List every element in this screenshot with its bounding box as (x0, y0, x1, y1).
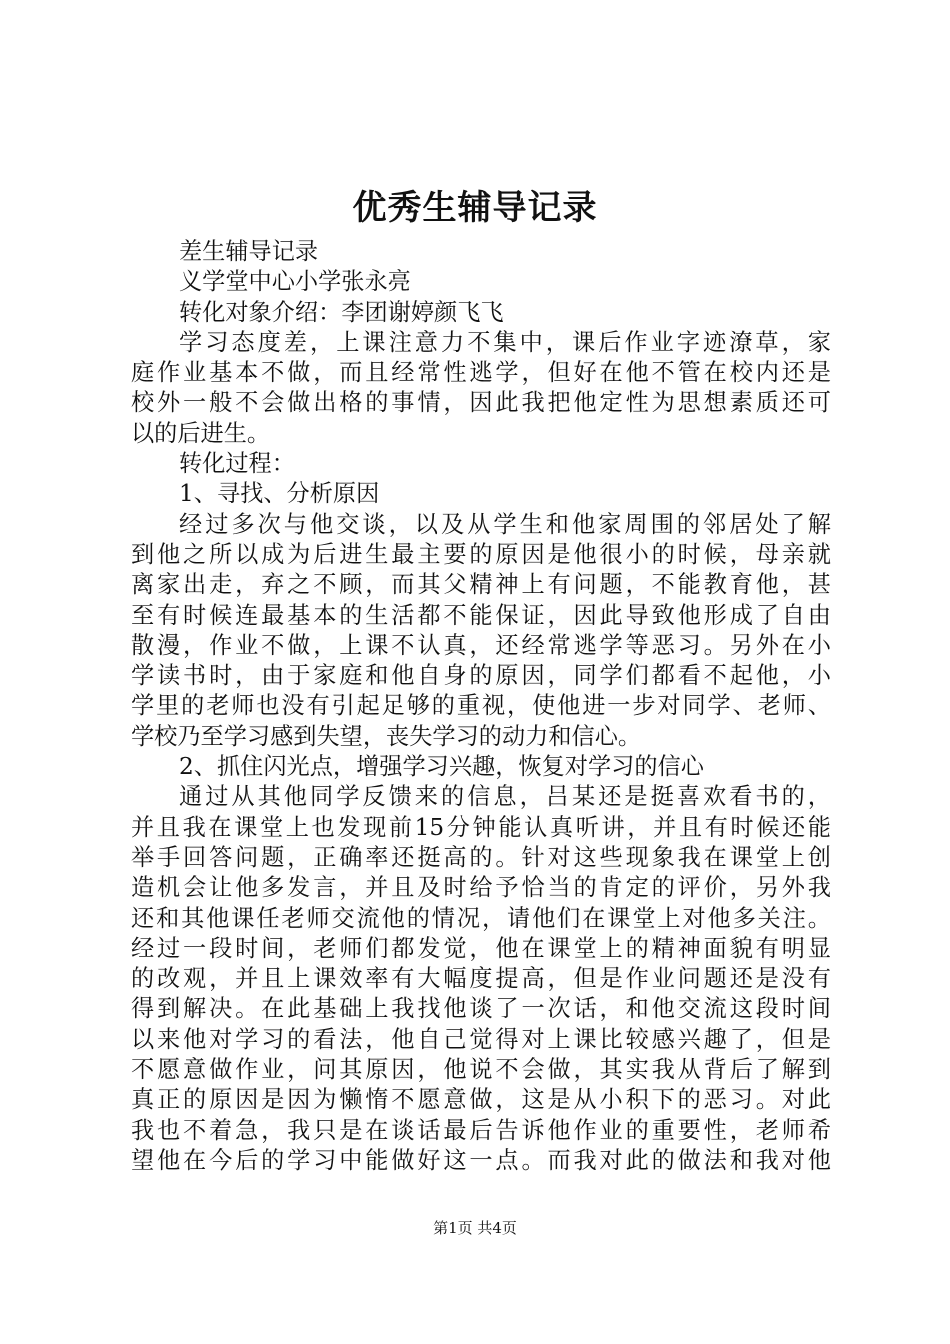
text-line: 举手回答问题，正确率还挺高的。针对这些现象我在课堂上创 (131, 843, 831, 871)
text-line: 差生辅导记录 (179, 238, 319, 265)
text-line: 不愿意做作业，问其原因，他说不会做，其实我从背后了解到 (131, 1056, 831, 1084)
text-line: 以来他对学习的看法，他自己觉得对上课比较感兴趣了，但是 (131, 1025, 831, 1053)
text-line: 我也不着急，我只是在谈话最后告诉他作业的重要性，老师希 (131, 1116, 831, 1144)
text-line: 得到解决。在此基础上我找他谈了一次话，和他交流这段时间 (131, 995, 831, 1023)
text-line: 至有时候连最基本的生活都不能保证，因此导致他形成了自由 (131, 601, 831, 629)
text-line: 以的后进生。 (131, 419, 271, 447)
document-body (131, 237, 831, 1176)
text-line: 转化过程： (179, 450, 295, 478)
text-line: 离家出走，弃之不顾，而其父精神上有问题，不能教育他，甚 (131, 571, 831, 599)
text-line: 望他在今后的学习中能做好这一点。而我对此的做法和我对他 (131, 1146, 831, 1174)
text-line: 经过多次与他交谈，以及从学生和他家周围的邻居处了解 (179, 510, 831, 538)
text-line: 2、抓住闪光点，增强学习兴趣，恢复对学习的信心 (179, 753, 704, 781)
text-line: 学习态度差，上课注意力不集中，课后作业字迹潦草，家 (179, 328, 831, 356)
text-line: 到他之所以成为后进生最主要的原因是他很小的时候，母亲就 (131, 540, 831, 568)
text-line: 学校乃至学习感到失望，丧失学习的动力和信心。 (131, 722, 642, 750)
text-line: 义学堂中心小学张永亮 (179, 268, 411, 296)
text-line: 并且我在课堂上也发现前15分钟能认真听讲，并且有时候还能 (131, 813, 831, 841)
text-line: 还和其他课任老师交流他的情况，请他们在课堂上对他多关注。 (131, 904, 831, 932)
text-line: 学读书时，由于家庭和他自身的原因，同学们都看不起他，小 (131, 662, 831, 690)
page-footer: 第1页 共4页 (433, 1219, 517, 1237)
text-line: 散漫，作业不做，上课不认真，还经常逃学等恶习。另外在小 (131, 631, 831, 659)
text-line: 转化对象介绍：李团谢婷颜飞飞 (179, 298, 504, 326)
text-line: 通过从其他同学反馈来的信息，吕某还是挺喜欢看书的， (179, 783, 831, 811)
text-line: 校外一般不会做出格的事情，因此我把他定性为思想素质还可 (131, 389, 831, 417)
text-line: 经过一段时间，老师们都发觉，他在课堂上的精神面貌有明显 (131, 934, 831, 962)
text-line: 学里的老师也没有引起足够的重视，使他进一步对同学、老师、 (131, 692, 831, 720)
text-line: 真正的原因是因为懒惰不愿意做，这是从小积下的恶习。对此 (131, 1086, 831, 1114)
text-line: 1、寻找、分析原因 (179, 480, 380, 508)
text-line: 造机会让他多发言，并且及时给予恰当的肯定的评价，另外我 (131, 874, 831, 902)
document-title: 优秀生辅导记录 (352, 188, 598, 228)
text-line: 的改观，并且上课效率有大幅度提高，但是作业问题还是没有 (131, 965, 831, 993)
text-line: 庭作业基本不做，而且经常性逃学，但好在他不管在校内还是 (131, 359, 831, 387)
